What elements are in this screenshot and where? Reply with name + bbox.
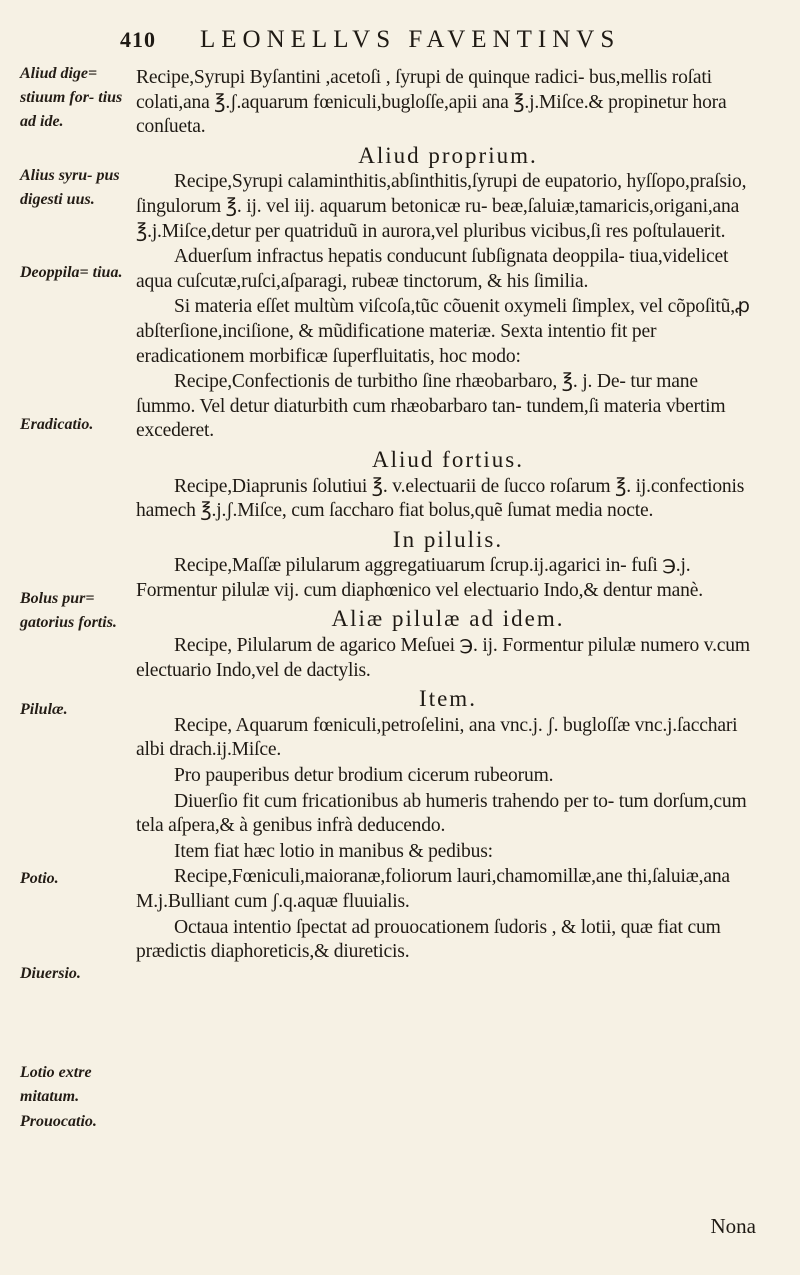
main-text (136, 66, 760, 966)
section-heading: Item. (419, 686, 477, 712)
paragraph: Recipe,Syrupi calaminthitis,abſinthitis,ſyrupi de eupatorio, hyſſopo,praſsio, ſingulorum ℥. ij. vel iij. aquarum betonicæ ru- beæ,ſaluiæ,tamaricis,origani,ana ℥.j.Miſce,detur per quatriduũ in aurora,vel pluribus vicibus,ſi res poſtulauerit. (136, 171, 747, 242)
paragraph: Octaua intentio ſpectat ad prouocationem ſudoris , & lotii, quæ fiat cum prædictis diaphoreticis,& diureticis. (136, 916, 721, 963)
margin-note: Potio. (20, 870, 59, 887)
margin-note: Diuersio. (20, 965, 81, 982)
paragraph: Recipe,Confectionis de turbitho ſine rhæobarbaro, ℥. j. De- tur mane ſummo. Vel detur diaturbith cum rhæobarbaro tan- tundem,ſi materia vbertim excederet. (136, 371, 726, 442)
section-heading: Aliud fortius. (372, 446, 524, 472)
paragraph: Recipe,Syrupi Byſantini ,acetoſi , ſyrupi de quinque radici- bus,mellis roſati colati,ana ℥.ʃ.aquarum fœniculi,bugloſſe,apii ana ℥.j.Miſce.& propinetur hora conſueta. (136, 67, 727, 138)
margin-note: Alius syru- pus digesti uus. (20, 167, 120, 208)
margin-note: Prouocatio. (20, 1113, 97, 1130)
paragraph: Recipe, Pilularum de agarico Meſuei ℈. ij. Formentur pilulæ numero v.cum electuario Indo,vel de dactylis. (136, 635, 750, 681)
catchword: Nona (710, 1214, 756, 1238)
paragraph: Recipe, Aquarum fœniculi,petroſelini, ana vnc.j. ʃ. bugloſſæ vnc.j.ſacchari albi drach.ij.Miſce. (136, 714, 738, 761)
paragraph: Recipe,Fœniculi,maioranæ,foliorum lauri,chamomillæ,ane thi,ſaluiæ,ana M.j.Bulliant cum ʃ.q.aquæ fluuialis. (136, 866, 730, 912)
paragraph: Pro pauperibus detur brodium cicerum rubeorum. (174, 765, 554, 787)
paragraph: Recipe,Maſſæ pilularum aggregatiuarum ſcrup.ij.agarici in- fuſi ℈.j. Formentur pilulæ vij. cum diaphœnico vel electuario Indo,& dentur manè. (136, 555, 703, 601)
section-heading: Aliæ pilulæ ad idem. (331, 606, 565, 632)
margin-note: Lotio extre mitatum. (20, 1064, 92, 1105)
paragraph: Diuerſio fit cum fricationibus ab humeris trahendo per to- tum dorſum,cum tela aſpera,& à genibus infrà deducendo. (136, 790, 747, 837)
paragraph: Recipe,Diaprunis ſolutiui ℥. v.electuarii de ſucco roſarum ℥. ij.confectionis hamech ℥.j.ʃ.Miſce, cum ſaccharo fiat bolus,quẽ ſumat media nocte. (136, 475, 745, 522)
section-heading: Aliud proprium. (358, 142, 538, 168)
page-number: 410 (120, 27, 156, 52)
paragraph: Aduerſum infractus hepatis conducunt ſubſignata deoppila- tiua,videlicet aqua cuſcutæ,ruſci,aſparagi, rubeæ tinctorum, & his ſimilia. (136, 246, 729, 292)
paragraph: Item fiat hæc lotio in manibus & pedibus: (174, 840, 493, 862)
margin-note: Bolus pur= gatorius fortis. (20, 590, 117, 631)
margin-note: Pilulæ. (20, 701, 68, 718)
running-title: LEONELLVS FAVENTINVS (200, 26, 621, 53)
paragraph: Si materia eſſet multùm viſcoſa,tũc cõuenit oxymeli ſimplex, vel cõpoſitũ,ꝓ abſterſione,inciſione, & mũdificatione materiæ. Sexta intentio fit per eradicationem morbificæ ſuperfluitatis, hoc modo: (136, 296, 750, 367)
page-header (120, 26, 760, 54)
margin-note: Eradicatio. (20, 416, 94, 433)
margin-note: Aliud dige= stiuum for- tius ad ide. (20, 65, 123, 130)
margin-note: Deoppila= tiua. (20, 264, 123, 281)
section-heading: In pilulis. (392, 526, 504, 552)
